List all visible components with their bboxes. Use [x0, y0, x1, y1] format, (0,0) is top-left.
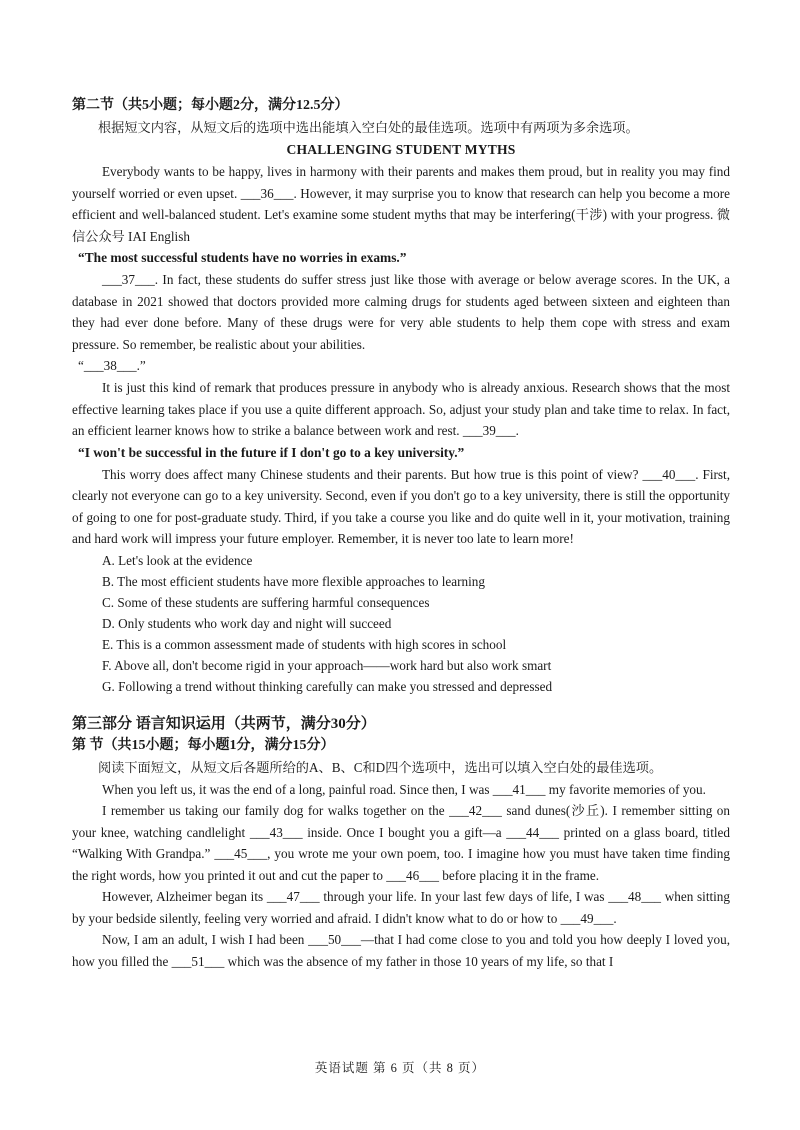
cloze-paragraph-2: I remember us taking our family dog for walks together on the ___42___ sand dunes(沙丘). I remember sitting on your knee, watching candlelight ___43___ inside. Once I bought you a gift—a ___44___ printed on a glass board, titled “Walking With Grandpa.” ___45___, you wrote me your own poem, too. I imagine how you must have taken time finding the right words, how you printed it out and cut the paper to ___46___ before placing it in the frame.: [72, 803, 730, 883]
option-b: B. The most efficient students have more flexible approaches to learning: [102, 573, 485, 589]
option-c: C. Some of these students are suffering harmful consequences: [102, 594, 430, 610]
section2-title: 第二节（共5小题；每小题2分，满分12.5分）: [72, 98, 349, 113]
option-g: G. Following a trend without thinking carefully can make you stressed and depressed: [102, 678, 553, 694]
page-footer: 英语试题 第 6 页（共 8 页）: [314, 1061, 486, 1075]
passage-paragraph-2: ___37___. In fact, these students do suffer stress just like those with average or below average scores. In the UK, a database in 2021 showed that doctors provided more calming drugs for students aged between sixteen and eighteen than they had ever done before. Many of these drugs were for very able students to help them cope with stress and exam pressure. So remember, be realistic about your abilities.: [72, 272, 730, 352]
passage-paragraph-1: Everybody wants to be happy, lives in harmony with their parents and makes them proud, but in reality you may find yourself worried or even upset. ___36___. However, it may surprise you to know that research can help you become a more efficient and well-balanced student. Let's examine some student myths that may be interfering(干涉) with your progress. 微信公众号 IAI English: [72, 164, 730, 244]
passage-paragraph-3: It is just this kind of remark that produces pressure in anybody who is already anxious. Research shows that the most effective learning takes place if you use a quite different approach. So, adjust your study plan and take time to relax. In fact, an efficient learner knows how to strike a balance between work and rest. ___39___.: [72, 380, 730, 438]
exam-page: [72, 95, 730, 972]
options-list: [72, 550, 730, 697]
passage-title: CHALLENGING STUDENT MYTHS: [286, 142, 516, 157]
option-e: E. This is a common assessment made of students with high scores in school: [102, 636, 507, 652]
cloze-paragraph-4: Now, I am an adult, I wish I had been ___50___—that I had come close to you and told you how deeply I loved you, how you filled the ___51___ which was the absence of my father in those 10 years of my life, so that I: [72, 932, 730, 969]
cloze-paragraph-3: However, Alzheimer began its ___47___ through your life. In your last few days of life, I was ___48___ when sitting by your bedside silently, feeling very worried and afraid. I didn't know what to do or how to ___49___.: [72, 889, 730, 926]
option-f: F. Above all, don't become rigid in your approach——work hard but also work smart: [102, 657, 552, 673]
cloze-paragraph-1: When you left us, it was the end of a long, painful road. Since then, I was ___41___ my favorite memories of you.: [102, 781, 706, 797]
option-d: D. Only students who work day and night will succeed: [102, 615, 392, 631]
myth-heading-1: “The most successful students have no worries in exams.”: [78, 250, 407, 265]
option-a: A. Let's look at the evidence: [102, 552, 253, 568]
passage-paragraph-4: This worry does affect many Chinese students and their parents. But how true is this point of view? ___40___. First, clearly not everyone can go to a key university. Second, even if you don't go to a key university, there is still the opportunity of going to one for post-graduate study. Third, if you take a course you like and do quite well in it, your motivation, training and hard work will impress your future employer. Remember, it is never too late to learn more!: [72, 466, 730, 546]
part3-section1-title: 第 节（共15小题；每小题1分，满分15分）: [72, 737, 335, 753]
myth-heading-2: “___38___.”: [78, 358, 146, 373]
section2-instruction: 根据短文内容，从短文后的选项中选出能填入空白处的最佳选项。选项中有两项为多余选项。: [98, 120, 639, 135]
part3-instruction: 阅读下面短文，从短文后各题所给的A、B、C和D四个选项中，选出可以填入空白处的最佳选项。: [98, 759, 663, 775]
myth-heading-3: “I won't be successful in the future if I don't go to a key university.”: [78, 444, 465, 460]
part3-title: 第三部分 语言知识运用（共两节，满分30分）: [72, 715, 376, 732]
